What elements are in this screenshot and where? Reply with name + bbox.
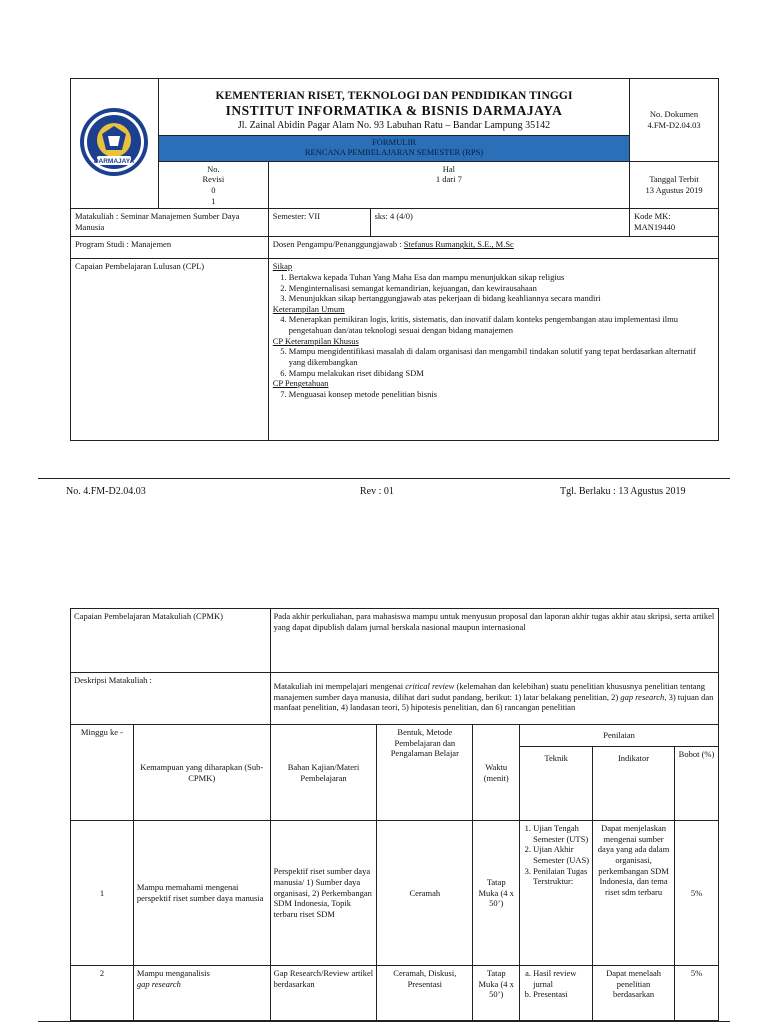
page-count-cell bbox=[268, 161, 629, 209]
row2-weight: 5% bbox=[675, 966, 719, 1021]
footer-rule bbox=[38, 478, 730, 479]
list-item: a. Hasil review jurnal bbox=[533, 968, 589, 989]
logo-cell bbox=[71, 79, 159, 209]
form-label: FORMULIR bbox=[372, 136, 416, 147]
cpmk-text: Pada akhir perkuliahan, para mahasiswa mampu untuk menyusun proposal dan laporan akhir tugas akhir atau skripsi, serta artikel yang dapat dipublish dalam jurnal berskala nasional maupun internasional bbox=[270, 609, 718, 673]
col-ability: Kemampuan yang diharapkan (Sub-CPMK) bbox=[133, 725, 270, 821]
row2-indicator: Dapat menelaah penelitian berdasarkan bbox=[593, 966, 675, 1021]
course-code-value: MAN19440 bbox=[634, 221, 676, 232]
rps-header-table bbox=[70, 78, 719, 441]
list-item: 3. Penilaian Tugas Terstruktur: bbox=[533, 866, 589, 887]
row1-time: Tatap Muka (4 x 50’) bbox=[473, 821, 520, 966]
issue-date-cell bbox=[630, 161, 719, 209]
col-weight: Bobot (%) bbox=[675, 747, 719, 821]
row2-method: Ceramah, Diskusi, Presentasi bbox=[377, 966, 473, 1021]
col-material: Bahan Kajian/Materi Pembelajaran bbox=[270, 725, 377, 821]
row1-method: Ceramah bbox=[377, 821, 473, 966]
col-assessment: Penilaian bbox=[520, 725, 719, 747]
lecturer-name: Stefanus Rumangkit, S.E., M.Sc bbox=[403, 239, 514, 250]
revision-label: Revisi bbox=[202, 174, 225, 185]
list-item: 1. Bertakwa kepada Tuhan Yang Maha Esa dan mampu menunjukkan sikap religius bbox=[289, 272, 714, 283]
table-row bbox=[71, 821, 719, 966]
revision-label-no: No. bbox=[207, 163, 220, 174]
list-item: 2. Menginternalisasi semangat kemandirian, kejuangan, dan kewirausahaan bbox=[289, 283, 714, 294]
row1-material: Perspektif riset sumber daya manusia/ 1) Sumber daya organisasi, 2) Perkembangan SDM Indonesia, Topik terbaru riset SDM bbox=[270, 821, 377, 966]
row1-technique bbox=[520, 821, 593, 966]
col-indicator: Indikator bbox=[593, 747, 675, 821]
cpl-section-title: Keterampilan Umum bbox=[272, 303, 345, 314]
footer-revision: Rev : 01 bbox=[360, 486, 394, 497]
course-code-label: Kode MK: bbox=[634, 211, 671, 222]
row2-material: Gap Research/Review artikel berdasarkan bbox=[270, 966, 377, 1021]
footer-doc-number: No. 4.FM-D2.04.03 bbox=[66, 486, 146, 497]
course-code-cell bbox=[630, 209, 719, 237]
revision-value-2: 1 bbox=[211, 195, 216, 206]
row2-technique bbox=[520, 966, 593, 1021]
course-name-value: : Seminar Manajemen Sumber Daya Manusia bbox=[75, 211, 240, 232]
rps-plan-table bbox=[70, 608, 719, 1021]
list-item: 5. Mampu mengidentifikasi masalah di dalam organisasi dan mengambil tindakan solutif yang tepat berdasarkan alternatif yang dikembangkan bbox=[289, 346, 714, 367]
cpl-list bbox=[273, 346, 714, 378]
institute-name: INSTITUT INFORMATIKA & BISNIS DARMAJAYA bbox=[225, 103, 563, 119]
doc-number-cell bbox=[630, 79, 719, 162]
cpl-content bbox=[268, 259, 718, 441]
issue-date-label: Tanggal Terbit bbox=[649, 174, 699, 185]
footer-effective-date: Tgl. Berlaku : 13 Agustus 2019 bbox=[560, 486, 686, 497]
form-title-band bbox=[158, 135, 629, 161]
list-item: 2. Ujian Akhir Semester (UAS) bbox=[533, 844, 589, 865]
list-item: 4. Menerapkan pemikiran logis, kritis, sistematis, dan inovatif dalam konteks pengembangan atau implementasi ilmu pengetahuan dan/atau teknologi sesuai dengan bidang manajemen bbox=[289, 314, 714, 335]
institution-block bbox=[158, 79, 629, 136]
cpl-section-title: CP Pengetahuan bbox=[272, 378, 329, 389]
issue-date-value: 13 Agustus 2019 bbox=[645, 185, 703, 195]
institute-address: Jl. Zainal Abidin Pagar Alam No. 93 Labuhan Ratu – Bandar Lampung 35142 bbox=[237, 120, 551, 132]
row1-ability: Mampu memahami mengenai perspektif riset sumber daya manusia bbox=[133, 821, 270, 966]
sks-cell: sks: 4 (4/0) bbox=[370, 209, 629, 237]
list-item: b. Presentasi bbox=[533, 989, 589, 1000]
col-method: Bentuk, Metode Pembelajaran dan Pengalaman Belajar bbox=[377, 725, 473, 821]
page-label: Hal bbox=[442, 163, 456, 174]
row2-week: 2 bbox=[71, 966, 134, 1021]
course-name-cell bbox=[71, 209, 269, 237]
darmajaya-logo bbox=[78, 106, 150, 178]
bottom-rule bbox=[38, 1021, 730, 1022]
list-item: 7. Menguasai konsep metode penelitian bisnis bbox=[289, 389, 714, 400]
col-week: Minggu ke - bbox=[71, 725, 134, 821]
col-time: Waktu (menit) bbox=[473, 725, 520, 821]
lecturer-label: Dosen Pengampu/Penanggungjawab : bbox=[272, 239, 402, 250]
cpl-section-title: Sikap bbox=[272, 261, 293, 272]
cpl-section-title: CP Keterampilan Khusus bbox=[272, 335, 359, 346]
doc-number-label: No. Dokumen bbox=[649, 109, 699, 120]
lecturer-cell bbox=[268, 237, 718, 259]
revision-cell bbox=[158, 161, 268, 209]
description-label: Deskripsi Matakuliah : bbox=[71, 673, 271, 725]
cpl-list bbox=[273, 272, 714, 304]
list-item: 3. Menunjukkan sikap bertanggungjawab atas pekerjaan di bidang keahliannya secara mandiri bbox=[289, 293, 714, 304]
row2-time: Tatap Muka (4 x 50’) bbox=[473, 966, 520, 1021]
svg-text:DARMAJAYA: DARMAJAYA bbox=[94, 158, 135, 166]
semester-cell: Semester: VII bbox=[268, 209, 370, 237]
study-program-cell: Program Studi : Manajemen bbox=[71, 237, 269, 259]
page-value: 1 dari 7 bbox=[435, 174, 462, 185]
list-item: 6. Mampu melakukan riset dibidang SDM bbox=[289, 368, 714, 379]
row1-weight: 5% bbox=[675, 821, 719, 966]
cpl-list bbox=[273, 389, 714, 400]
revision-value-1: 0 bbox=[211, 185, 216, 195]
table-row bbox=[71, 966, 719, 1021]
cpl-list bbox=[273, 314, 714, 335]
cpl-label-cell: Capaian Pembelajaran Lulusan (CPL) bbox=[71, 259, 269, 441]
doc-number-value: 4.FM-D2.04.03 bbox=[647, 119, 701, 130]
row1-indicator: Dapat menjelaskan mengenai sumber daya yang ada dalam organisasi, perkembangan SDM Indonesia, dan tema riset sdm terbaru bbox=[593, 821, 675, 966]
row1-week: 1 bbox=[71, 821, 134, 966]
cpmk-label: Capaian Pembelajaran Matakuliah (CPMK) bbox=[71, 609, 271, 673]
ministry-name: KEMENTERIAN RISET, TEKNOLOGI DAN PENDIDIKAN TINGGI bbox=[215, 90, 573, 102]
course-name-label: Matakuliah bbox=[75, 211, 114, 222]
row2-ability: Mampu menganalisis gap research bbox=[133, 966, 270, 1021]
description-text: Matakuliah ini mempelajari mengenai critical review (kelemahan dan kelebihan) suatu penelitian khususnya penelitian tentang manajemen sumber daya manusia, dilihat dari sudut pandang, berikut: 1) latar belakang penelitian, 2) gap research, 3) tujuan dan manfaat penelitian, 4) landasan teori, 5) hipotesis penelitian, dan 6) rancangan penelitian bbox=[270, 673, 718, 725]
col-technique: Teknik bbox=[520, 747, 593, 821]
form-title: RENCANA PEMBELAJARAN SEMESTER (RPS) bbox=[304, 147, 484, 158]
list-item: 1. Ujian Tengah Semester (UTS) bbox=[533, 823, 589, 844]
